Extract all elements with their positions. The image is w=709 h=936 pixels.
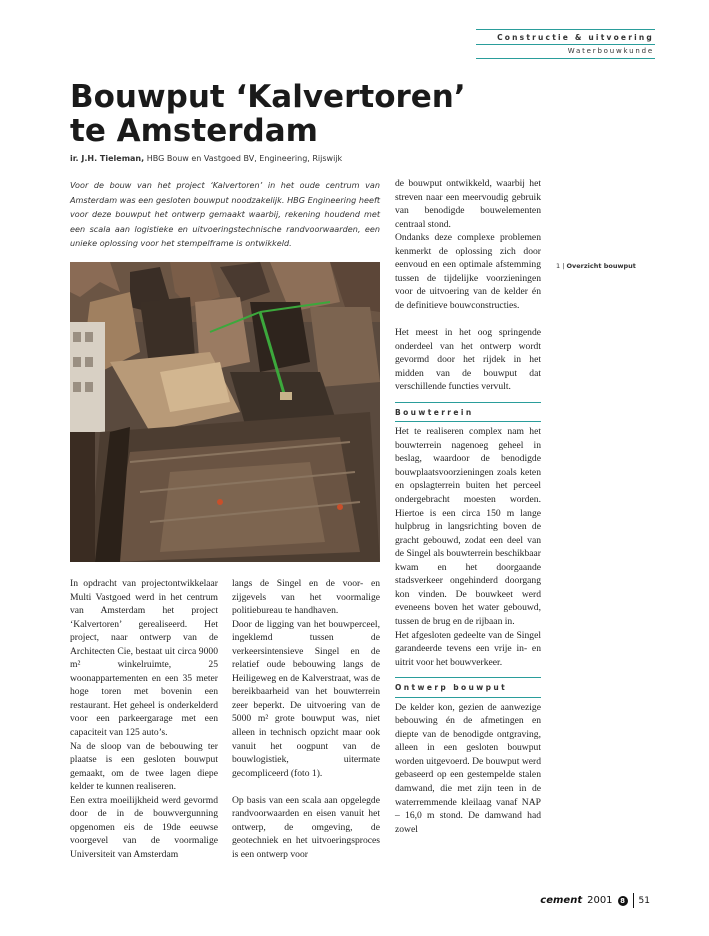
author: ir. J.H. Tieleman, — [70, 154, 145, 163]
header-rule-middle — [476, 44, 655, 45]
paragraph: Ondanks deze complexe problemen kenmerkt de oplossing zich door eenvoud en een optimale afstemming tussen de tijdelijke voorzieningen voor de uitvoering van de kelder én de definitieve bouwconstructies. — [395, 232, 541, 311]
body-column-1 — [70, 577, 218, 861]
intro-lead: Voor de bouw van het project ‘Kalvertoren’ in het oude centrum van Amsterdam was een gesloten bouwput noodzakelijk. HBG Engineering heeft voor deze bouwput het ontwerp gemaakt waarbij, rekening houdend met een scala aan logistieke en uitvoeringstechnische randvoorwaarden, een unieke oplossing voor het stempelframe is ontwikkeld. — [70, 180, 380, 248]
article-title: Bouwput ‘Kalvertoren’ te Amsterdam — [70, 79, 466, 149]
header-subsection: Waterbouwkunde — [567, 47, 654, 55]
byline — [70, 154, 342, 163]
paragraph: Na de sloop van de bebouwing ter plaatse is een gesloten bouwput gemaakt, om de twee lagen diepe kelder te kunnen realiseren. — [70, 740, 218, 793]
aerial-photo — [70, 262, 380, 562]
journal-name: cement — [540, 895, 583, 906]
paragraph: Het meest in het oog springende onderdeel van het ontwerp wordt gevormd door het rijdek in het midden van de bouwput dat verschillende functies vervult. — [395, 327, 541, 393]
paragraph: Door de ligging van het bouwperceel, ingeklemd tussen de verkeersintensieve Singel en de relatief oude bebouwing langs de Heiligeweg en de Kalverstraat, was de bereikbaarheid van het bouwterrein zeer beperkt. De uitvoering van de 5000 m² grote bouwput was, niet alleen in technisch opzicht maar ook vanuit het oogpunt van de bouwlogistiek, uitermate gecompliceerd (foto 1). — [232, 618, 380, 779]
affiliation: HBG Bouw en Vastgoed BV, Engineering, Rijswijk — [146, 154, 343, 163]
paragraph: In opdracht van projectontwikkelaar Multi Vastgoed werd in het centrum van Amsterdam het project ‘Kalvertoren’ gerealiseerd. Het project, naar ontwerp van de Architecten Cie, bestaat uit circa 9000 m² winkelruimte, 25 woonappartementen en een 35 meter hoge toren met bovenin een restaurant. Het geheel is onderkelderd voor een parkeergarage met een capaciteit van 125 auto’s. — [70, 578, 218, 739]
paragraph: Op basis van een scala aan opgelegde randvoorwaarden en eisen vanuit het ontwerp, de omgeving, de geotechniek en het uitvoeringsproces is een ontwerp voor — [232, 794, 380, 860]
paragraph: Een extra moeilijkheid werd gevormd door de in de bouwvergunning opgenomen eis de 19de eeuwse voorgevel van de voormalige Universiteit van Amsterdam — [70, 794, 218, 860]
issue-badge: 8 — [618, 896, 628, 906]
section-heading-bouwterrein: Bouwterrein — [395, 402, 541, 423]
paragraph: De kelder kon, gezien de aanwezige bebouwing én de afmetingen en diepte van de benodigde ontgraving, alleen in een gesloten bouwput worden uitgevoerd. De bouwput werd gebaseerd op een gestempelde stalen damwand, die met zijn teen in de waterremmende kleilaag vanaf NAP – 16,0 m stond. De damwand had zowel — [395, 701, 541, 835]
page-footer — [540, 893, 650, 908]
header-rule-top — [476, 29, 655, 30]
body-column-3 — [395, 177, 541, 836]
paragraph: Het afgesloten gedeelte van de Singel garandeerde tevens een vrije in- en uitrit voor het bouwverkeer. — [395, 629, 541, 668]
footer-divider — [633, 893, 634, 908]
header-rule-bottom — [476, 58, 655, 59]
header-section: Constructie & uitvoering — [497, 33, 654, 42]
paragraph: de bouwput ontwikkeld, waarbij het streven naar een meervoudig gebruik van benodigde bouwelementen centraal stond. — [395, 178, 541, 230]
section-heading-ontwerp-bouwput: Ontwerp bouwput — [395, 677, 541, 698]
paragraph: langs de Singel en de voor- en zijgevels van het voormalige politiebureau te handhaven. — [232, 578, 380, 617]
journal-year: 2001 — [587, 895, 613, 906]
figure-caption-text: Overzicht bouwput — [566, 262, 636, 270]
paragraph: Het te realiseren complex nam het bouwterrein nagenoeg geheel in beslag, waardoor de benodigde bouwplaatsvoorzieningen zoals keten en opslagterrein buiten het perceel ondergebracht moesten worden. Hiertoe is een circa 150 m lange hulpbrug in langsrichting boven de gracht gebouwd, zodat een deel van de Singel als bouwterrein beschikbaar kwam en het doorgaande stadsverkeer ongehinderd doorgang kon vinden. De bouwkeet werd eveneens boven het water gebouwd, tussen de brug en de rijbaan in. — [395, 426, 541, 627]
figure-number: 1 | — [556, 262, 565, 270]
body-column-2 — [232, 577, 380, 861]
figure-caption — [556, 262, 636, 270]
page-number: 51 — [638, 895, 650, 906]
